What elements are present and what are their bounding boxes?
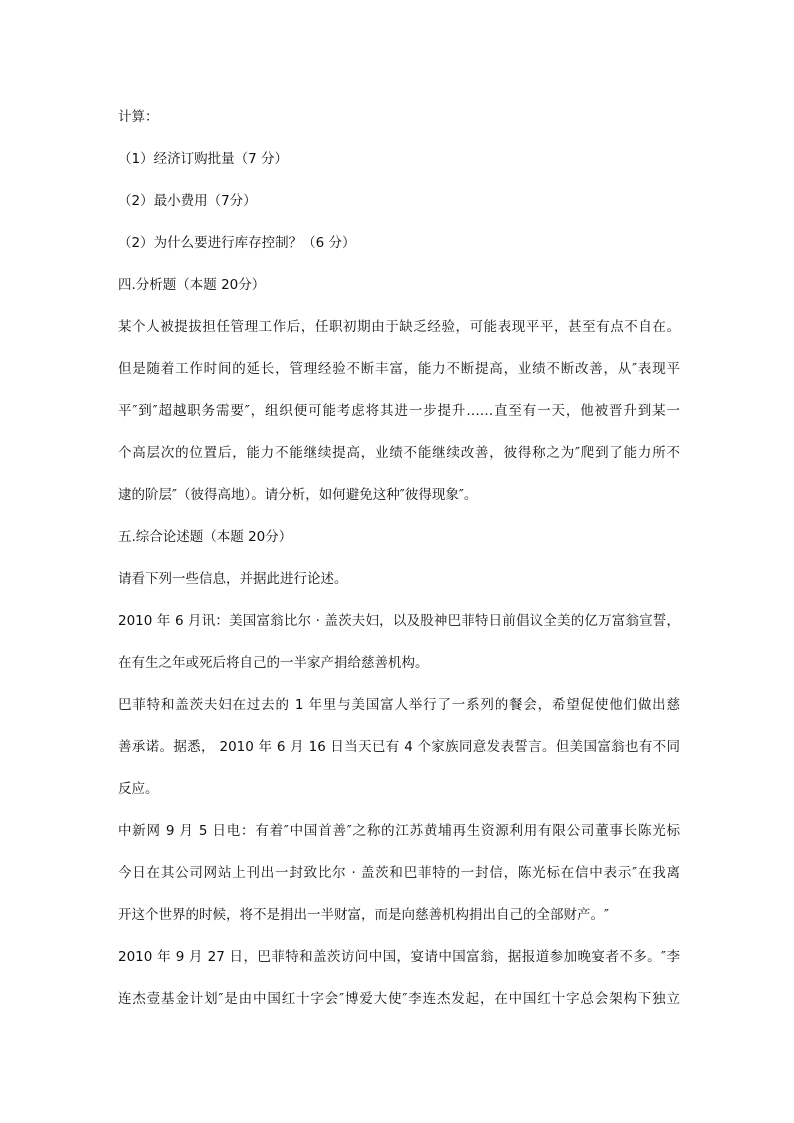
paragraph-line: 巴菲特和盖茨夫妇在过去的 1 年里与美国富人举行了一系列的餐会，希望促使他们做出慈 [118, 697, 680, 713]
paragraph-line: 在有生之年或死后将自己的一半家产捐给慈善机构。 [118, 655, 429, 671]
paragraph-line: 逮的阶层″（彼得高地）。请分析，如何避免这种″彼得现象″。 [118, 487, 478, 503]
paragraph-line: 某个人被提拔担任管理工作后，任职初期由于缺乏经验，可能表现平平，甚至有点不自在。 [118, 319, 680, 335]
question-item-2: （2）最小费用（7分） [118, 193, 257, 209]
paragraph-line: 反应。 [118, 781, 159, 797]
section-heading-analysis: 四.分析题（本题 20分） [118, 277, 266, 293]
paragraph-line: 平″到″超越职务需要″，组织便可能考虑将其进一步提升……直至有一天，他被晋升到某一 [118, 403, 680, 419]
question-item-3: （2）为什么要进行库存控制？（6 分） [118, 235, 356, 251]
paragraph-line: 2010 年 9 月 27 日，巴菲特和盖茨访问中国，宴请中国富翁，据报道参加晚宴者不多。″李 [118, 949, 680, 965]
paragraph-line: 个高层次的位置后，能力不能继续提高，业绩不能继续改善，彼得称之为″爬到了能力所不 [118, 445, 680, 461]
calc-heading: 计算： [118, 109, 159, 125]
paragraph-line: 2010 年 6 月讯：美国富翁比尔 · 盖茨夫妇，以及股神巴菲特日前倡议全美的亿万富翁宣誓， [118, 613, 680, 629]
paragraph-line: 善承诺。据悉， 2010 年 6 月 16 日当天已有 4 个家族同意发表誓言。但美国富翁也有不同 [118, 739, 680, 755]
paragraph-line: 但是随着工作时间的延长，管理经验不断丰富，能力不断提高，业绩不断改善，从″表现平 [118, 361, 680, 377]
paragraph-line: 今日在其公司网站上刊出一封致比尔 · 盖茨和巴菲特的一封信，陈光标在信中表示″在我离 [118, 865, 680, 881]
section-heading-essay: 五.综合论述题（本题 20分） [118, 529, 293, 545]
paragraph-line: 中新网 9 月 5 日电：有着″中国首善″之称的江苏黄埔再生资源利用有限公司董事长陈光标 [118, 823, 680, 839]
paragraph-line: 请看下列一些信息，并据此进行论述。 [118, 571, 348, 587]
paragraph-line: 开这个世界的时候，将不是捐出一半财富，而是向慈善机构捐出自己的全部财产。″ [118, 907, 610, 923]
paragraph-line: 连杰壹基金计划″是由中国红十字会″博爱大使″李连杰发起，在中国红十字总会架构下独立 [118, 991, 680, 1007]
question-item-1: （1）经济订购批量（7 分） [118, 151, 288, 167]
